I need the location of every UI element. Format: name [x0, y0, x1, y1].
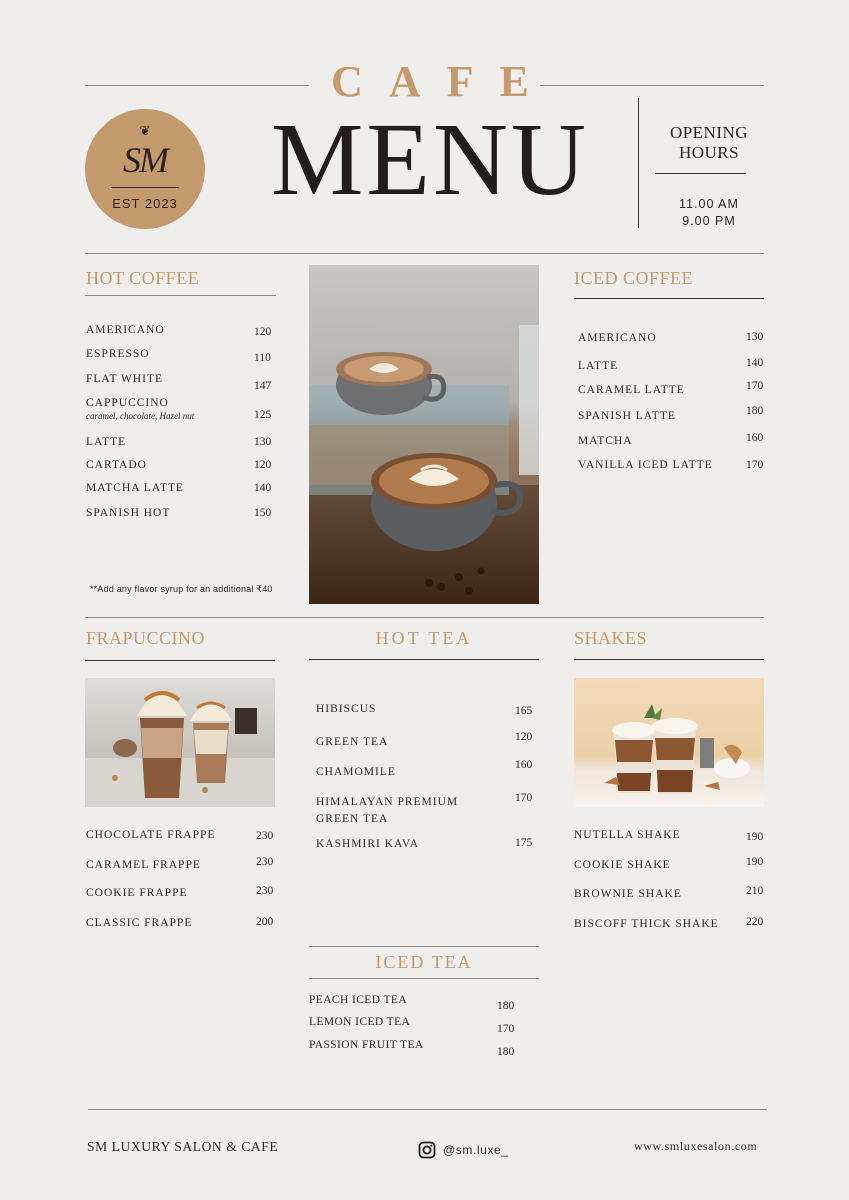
- website-link[interactable]: www.smluxesalon.com: [634, 1139, 758, 1153]
- menu-item-name: CAPPUCCINO: [86, 397, 169, 409]
- hot-coffee-title: HOT COFFEE: [86, 268, 200, 288]
- menu-item-price: 150: [254, 507, 272, 519]
- hours-divider: [638, 98, 639, 228]
- menu-item-price: 230: [256, 856, 274, 868]
- menu-item-price: 130: [746, 331, 764, 343]
- menu-item-price: 160: [515, 759, 533, 771]
- menu-item-price: 160: [746, 432, 764, 444]
- menu-item-price: 120: [254, 459, 272, 471]
- opening-hours-times: [655, 196, 763, 230]
- frappe-photo: [85, 678, 275, 807]
- cafe-title: CAFE: [331, 57, 555, 106]
- menu-item-name: BISCOFF THICK SHAKE: [574, 918, 719, 930]
- menu-item-price: 130: [254, 436, 272, 448]
- header-rule-right: [540, 85, 764, 86]
- menu-item-price: 125: [254, 409, 272, 421]
- frappuccino-rule: [85, 660, 275, 661]
- menu-item-name: CARTADO: [86, 459, 147, 471]
- menu-item-price: 170: [497, 1023, 515, 1035]
- menu-item-name: SPANISH HOT: [86, 507, 171, 519]
- shakes-title: SHAKES: [574, 628, 648, 648]
- menu-item-price: 180: [746, 405, 764, 417]
- footer-rule: [88, 1109, 767, 1110]
- menu-item-name: FLAT WHITE: [86, 373, 163, 385]
- instagram-handle[interactable]: @sm.luxe_: [443, 1143, 509, 1157]
- menu-item-name: COOKIE FRAPPE: [86, 887, 188, 899]
- closing-time: 9.00 PM: [682, 214, 736, 228]
- menu-item-name: GREEN TEA: [316, 736, 389, 748]
- menu-item-name: CARAMEL LATTE: [578, 384, 685, 396]
- menu-item-name: NUTELLA SHAKE: [574, 829, 681, 841]
- iced-coffee-rule: [574, 298, 764, 299]
- logo-divider: [111, 187, 179, 188]
- menu-item-name: COOKIE SHAKE: [574, 859, 671, 871]
- shakes-photo: [574, 678, 764, 807]
- flavor-syrup-note: **Add any flavor syrup for an additional ₹40: [90, 584, 273, 594]
- menu-item-name: ESPRESSO: [86, 348, 150, 360]
- iced-tea-rule: [309, 978, 539, 979]
- menu-item-name: PEACH ICED TEA: [309, 994, 408, 1006]
- header-bottom-rule: [85, 253, 764, 254]
- menu-item-name: HIBISCUS: [316, 703, 377, 715]
- menu-item-name: HIMALAYAN PREMIUM: [316, 796, 459, 808]
- menu-item-name: LEMON ICED TEA: [309, 1016, 411, 1028]
- frappe-illustration: [85, 678, 275, 807]
- menu-item-price: 230: [256, 885, 274, 897]
- menu-item-name: CHAMOMILE: [316, 766, 396, 778]
- menu-item-price: 210: [746, 885, 764, 897]
- iced-tea-title: ICED TEA: [375, 952, 473, 972]
- opening-hours-title-line1: OPENING: [669, 123, 749, 142]
- menu-item-price: 110: [254, 352, 271, 364]
- laurel-icon: ❦: [139, 123, 151, 138]
- middle-rule: [85, 617, 764, 618]
- menu-item-name: AMERICANO: [86, 324, 165, 336]
- menu-item-name: LATTE: [86, 436, 127, 448]
- menu-item-name-line2: GREEN TEA: [316, 813, 389, 825]
- opening-time: 11.00 AM: [679, 197, 739, 211]
- instagram-icon: [418, 1141, 436, 1159]
- business-name: SM LUXURY SALON & CAFE: [87, 1139, 279, 1154]
- menu-item-price: 170: [746, 380, 764, 392]
- hot-coffee-rule: [85, 295, 276, 296]
- menu-item-name: MATCHA LATTE: [86, 482, 184, 494]
- logo-monogram: SM: [123, 140, 167, 180]
- menu-item-name: CLASSIC FRAPPE: [86, 917, 193, 929]
- menu-item-price: 180: [497, 1000, 515, 1012]
- menu-item-name: VANILLA ICED LATTE: [578, 459, 713, 471]
- iced-coffee-title: ICED COFFEE: [574, 268, 694, 288]
- menu-item-price: 180: [497, 1046, 515, 1058]
- menu-item-price: 175: [515, 837, 533, 849]
- menu-item-price: 165: [515, 705, 533, 717]
- shakes-illustration: [574, 678, 764, 807]
- menu-item-name: LATTE: [578, 360, 619, 372]
- iced-tea-top-rule: [309, 946, 539, 947]
- menu-item-name: SPANISH LATTE: [578, 410, 676, 422]
- menu-item-price: 120: [515, 731, 533, 743]
- hot-tea-title: HOT TEA: [375, 628, 473, 648]
- menu-item-price: 190: [746, 856, 764, 868]
- menu-item-name: KASHMIRI KAVA: [316, 838, 419, 850]
- menu-item-price: 220: [746, 916, 764, 928]
- logo-established: EST 2023: [112, 196, 178, 211]
- menu-item-price: 170: [515, 792, 533, 804]
- latte-art-illustration: [309, 265, 539, 604]
- latte-art-photo: [309, 265, 539, 604]
- menu-item-name: BROWNIE SHAKE: [574, 888, 682, 900]
- hours-rule: [655, 173, 746, 174]
- menu-item-name: PASSION FRUIT TEA: [309, 1039, 424, 1051]
- opening-hours-title: [655, 123, 763, 163]
- menu-item-price: 147: [254, 380, 272, 392]
- menu-item-price: 140: [746, 357, 764, 369]
- menu-item-note: caramel, chocolate, Hazel nut: [86, 411, 195, 421]
- menu-item-name: AMERICANO: [578, 332, 657, 344]
- frappuccino-title: FRAPUCCINO: [86, 628, 206, 648]
- menu-item-price: 200: [256, 916, 274, 928]
- header-rule-left: [85, 85, 309, 86]
- menu-item-name: CHOCOLATE FRAPPE: [86, 829, 216, 841]
- menu-item-price: 190: [746, 831, 764, 843]
- menu-item-name: MATCHA: [578, 435, 633, 447]
- logo-badge: [85, 109, 205, 229]
- menu-item-name: CARAMEL FRAPPE: [86, 859, 201, 871]
- instagram-handle-group: [418, 1139, 509, 1161]
- menu-title: MENU: [270, 102, 590, 217]
- opening-hours-title-line2: HOURS: [678, 143, 740, 162]
- shakes-rule: [574, 659, 764, 660]
- menu-item-price: 120: [254, 326, 272, 338]
- menu-item-price: 230: [256, 830, 274, 842]
- hot-tea-rule: [309, 659, 539, 660]
- menu-item-price: 140: [254, 482, 272, 494]
- menu-item-price: 170: [746, 459, 764, 471]
